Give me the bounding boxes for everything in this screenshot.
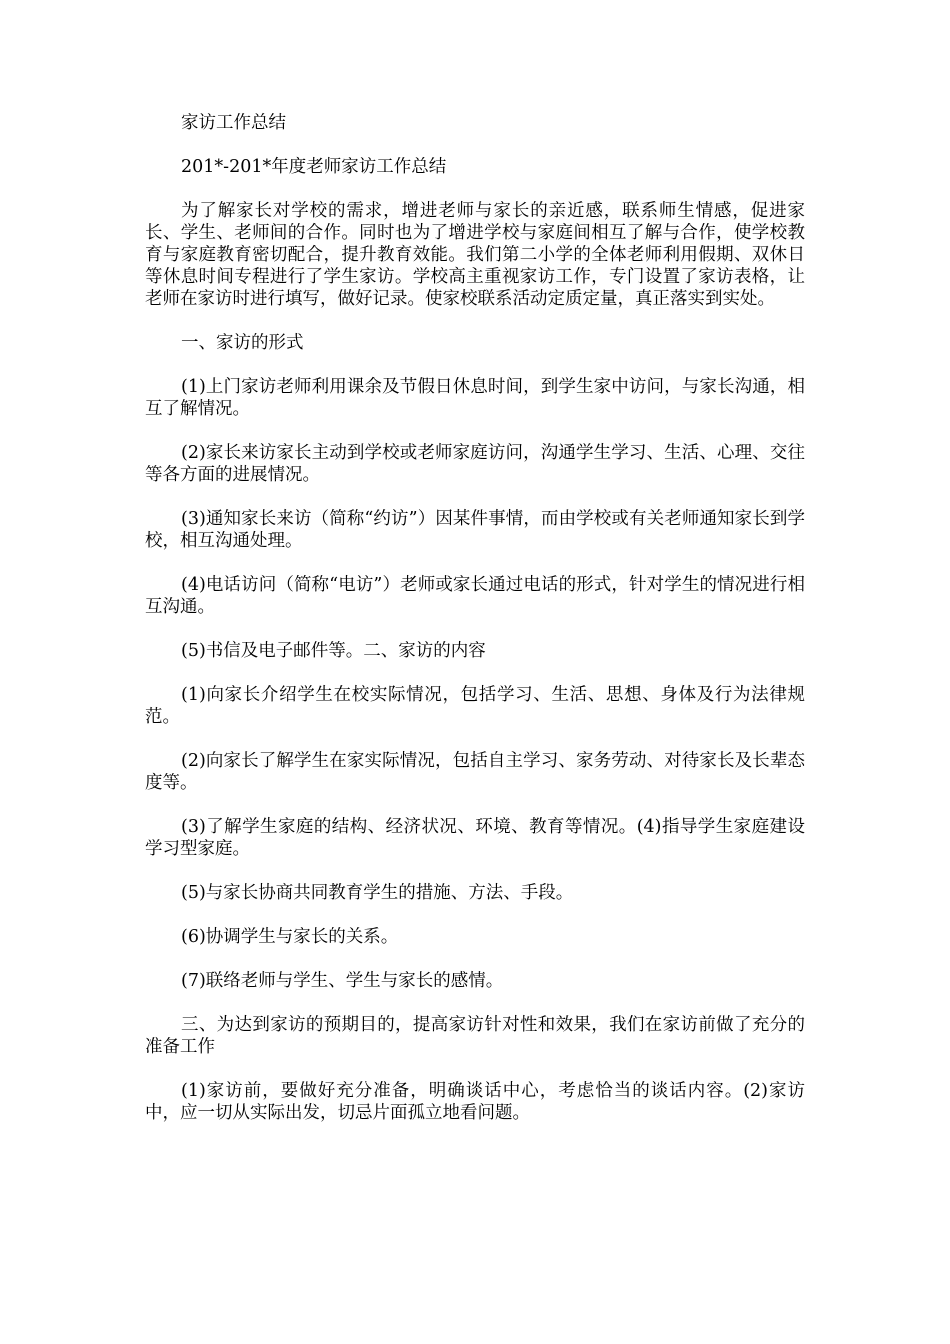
content-item-3: (3)了解学生家庭的结构、经济状况、环境、教育等情况。(4)指导学生家庭建设学习型家庭。 — [145, 817, 805, 859]
document-subtitle: 201*-201*年度老师家访工作总结 — [181, 157, 447, 177]
form-item-4: (4)电话访问（简称“电访”）老师或家长通过电话的形式，针对学生的情况进行相互沟通。 — [145, 575, 805, 617]
content-item-7: (7)联络老师与学生、学生与家长的感情。 — [181, 971, 504, 991]
document-title: 家访工作总结 — [181, 113, 286, 133]
form-item-5: (5)书信及电子邮件等。二、家访的内容 — [181, 641, 486, 661]
intro-paragraph: 为了解家长对学校的需求，增进老师与家长的亲近感，联系师生情感，促进家长、学生、老师间的合作。同时也为了增进学校与家庭间相互了解与合作，使学校教育与家庭教育密切配合，提升教育效能。我们第二小学的全体老师利用假期、双休日等休息时间专程进行了学生家访。学校高主重视家访工作，专门设置了家访表格，让老师在家访时进行填写，做好记录。使家校联系活动定质定量，真正落实到实处。 — [145, 201, 805, 309]
content-item-2: (2)向家长了解学生在家实际情况，包括自主学习、家务劳动、对待家长及长辈态度等。 — [145, 751, 805, 793]
form-item-3: (3)通知家长来访（简称“约访”）因某件事情，而由学校或有关老师通知家长到学校，相互沟通处理。 — [145, 509, 805, 551]
form-item-2: (2)家长来访家长主动到学校或老师家庭访问，沟通学生学习、生活、心理、交往等各方面的进展情况。 — [145, 443, 805, 485]
document-body — [145, 112, 805, 1146]
section-heading-forms: 一、家访的形式 — [181, 333, 304, 353]
content-item-6: (6)协调学生与家长的关系。 — [181, 927, 399, 947]
content-item-1: (1)向家长介绍学生在校实际情况，包括学习、生活、思想、身体及行为法律规范。 — [145, 685, 805, 727]
preparation-item-1: (1)家访前，要做好充分准备，明确谈话中心，考虑恰当的谈话内容。(2)家访中，应一切从实际出发，切忌片面孤立地看问题。 — [145, 1081, 805, 1123]
form-item-1: (1)上门家访老师利用课余及节假日休息时间，到学生家中访问，与家长沟通，相互了解情况。 — [145, 377, 805, 419]
section-heading-preparation: 三、为达到家访的预期目的，提高家访针对性和效果，我们在家访前做了充分的准备工作 — [145, 1015, 805, 1057]
content-item-5: (5)与家长协商共同教育学生的措施、方法、手段。 — [181, 883, 574, 903]
